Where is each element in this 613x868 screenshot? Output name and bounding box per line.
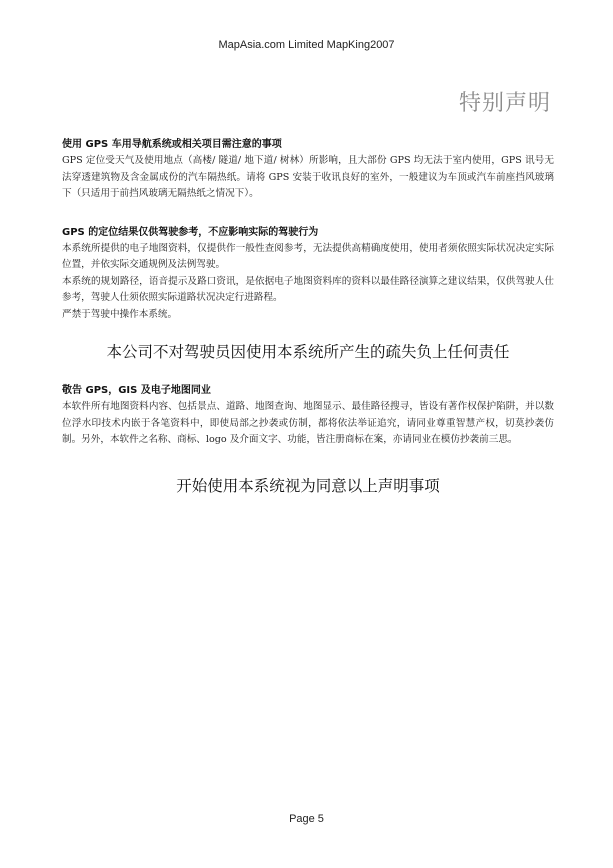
liability-statement: 本公司不对驾驶员因使用本系统所产生的疏失负上任何责任 [106, 343, 510, 361]
document-body [62, 137, 554, 497]
page-title: 特别声明 [458, 91, 551, 116]
page-header: MapAsia.com Limited MapKing2007 [218, 39, 395, 51]
section-gps-reference [62, 225, 554, 324]
page-number: Page 5 [289, 813, 324, 825]
paragraph: 本系统所提供的电子地图资料，仅提供作一般性查阅参考，无法提供高精确度使用，使用者须依照实际状况决定实际位置，并依实际交通规例及法例驾驶。 [62, 242, 554, 270]
section-heading: 使用 GPS 车用导航系统或相关项目需注意的事项 [62, 139, 282, 150]
paragraph: 本软件所有地图资料内容、包括景点、道路、地图查询、地图显示、最佳路径搜寻，皆设有著作权保护陷阱，并以数位浮水印技术内嵌于各笔资料中，即使局部之抄袭或仿制，都将依法举证追究，请同业尊重智慧产权，切莫抄袭仿制。另外，本软件之名称、商标、logo 及介面文字、功能，皆注册商标在案，亦请同业在模仿抄袭前三思。 [62, 401, 554, 445]
section-heading: 敬告 GPS，GIS 及电子地图同业 [62, 385, 211, 396]
paragraph: GPS 定位受天气及使用地点（高楼/ 隧道/ 地下道/ 树林）所影响，且大部份 GPS 均无法于室内使用，GPS 讯号无法穿透建筑物及含金属成份的汽车隔热纸。请将 GPS 安装于收讯良好的室外，一般建议为车顶或汽车前座挡风玻璃下（只适用于前挡风玻璃无隔热纸之情况下）。 [62, 155, 554, 199]
paragraph: 严禁于驾驶中操作本系统。 [62, 308, 178, 320]
section-heading: GPS 的定位结果仅供驾驶参考，不应影响实际的驾驶行为 [62, 226, 319, 238]
section-gps-notice [62, 137, 554, 203]
paragraph: 本系统的规划路径，语音提示及路口资讯，是依据电子地图资料库的资料以最佳路径演算之建议结果，仅供驾驶人仕参考，驾驶人仕须依照实际道路状况决定行进路程。 [62, 275, 554, 303]
agreement-statement: 开始使用本系统视为同意以上声明事项 [176, 476, 440, 495]
section-industry-warning [62, 383, 554, 449]
